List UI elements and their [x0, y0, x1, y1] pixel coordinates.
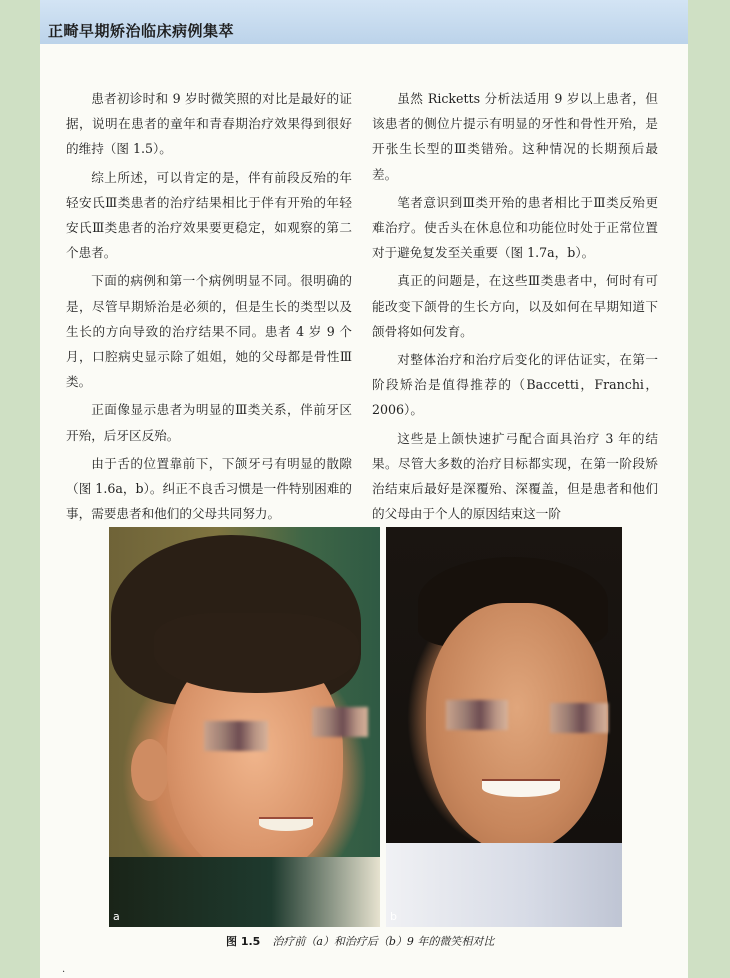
- ear-shape: [131, 739, 169, 801]
- paragraph: 笔者意识到Ⅲ类开殆的患者相比于Ⅲ类反殆更难治疗。使舌头在休息位和功能位时处于正常位置对于避免复发至关重要（图 1.7a，b）。: [372, 194, 658, 261]
- paragraph: 真正的问题是，在这些Ⅲ类患者中，何时有可能改变下颌骨的生长方向，以及如何在早期知道下颌骨将如何发育。: [372, 273, 658, 339]
- photo-before-treatment: [109, 527, 380, 927]
- paragraph: 这些是上颌快速扩弓配合面具治疗 3 年的结果。尽管大多数的治疗目标都实现，在第一阶段矫治结束后最好是深覆殆、深覆盖，但是患者和他们的父母由于个人的原因结束这一阶: [372, 430, 658, 522]
- fringe-shape: [154, 613, 359, 693]
- figure-photos: [109, 527, 622, 927]
- figure-caption-text: 治疗前（a）和治疗后（b）9 年的微笑相对比: [272, 935, 495, 948]
- right-text-column: [372, 86, 658, 529]
- paragraph: 正面像显示患者为明显的Ⅲ类关系，伴前牙区开殆，后牙区反殆。: [66, 402, 352, 443]
- eye-privacy-blur: [312, 707, 368, 737]
- left-text-column: [66, 86, 352, 529]
- page-mark: .: [62, 964, 66, 975]
- figure-caption: [226, 933, 494, 949]
- running-header: [40, 0, 688, 44]
- book-page: [40, 0, 688, 978]
- photo-label-b: b: [390, 910, 397, 923]
- smile-shape: [482, 779, 560, 797]
- paragraph: 下面的病例和第一个病例明显不同。很明确的是，尽管早期矫治是必须的，但是生长的类型以及生长的方向导致的治疗结果不同。患者 4 岁 9 个月，口腔病史显示除了姐姐，她的父母都是骨性Ⅲ类。: [66, 273, 352, 390]
- paragraph: 患者初诊时和 9 岁时微笑照的对比是最好的证据，说明在患者的童年和青春期治疗效果得到很好的维持（图 1.5）。: [66, 91, 352, 157]
- clothing-shape: [386, 843, 622, 927]
- paragraph: 虽然 Ricketts 分析法适用 9 岁以上患者，但该患者的侧位片提示有明显的牙性和骨性开殆，是开张生长型的Ⅲ类错殆。这种情况的长期预后最差。: [372, 91, 658, 182]
- photo-label-a: a: [113, 910, 120, 923]
- book-title: 正畸早期矫治临床病例集萃: [48, 22, 235, 40]
- clothing-shape: [109, 857, 380, 927]
- eye-privacy-blur: [446, 700, 508, 730]
- paragraph: 综上所述，可以肯定的是，伴有前段反殆的年轻安氏Ⅲ类患者的治疗结果相比于伴有开殆的年轻安氏Ⅲ类患者的治疗效果要更稳定，如观察的第二个患者。: [66, 169, 352, 261]
- paragraph: 由于舌的位置靠前下，下颌牙弓有明显的散隙（图 1.6a，b）。纠正不良舌习惯是一件特别困难的事，需要患者和他们的父母共同努力。: [66, 455, 352, 522]
- figure-number: 图 1.5: [226, 935, 261, 948]
- paragraph: 对整体治疗和治疗后变化的评估证实，在第一阶段矫治是值得推荐的（Baccetti，Franchi，2006）。: [372, 352, 658, 418]
- photo-after-treatment: [386, 527, 622, 927]
- eye-privacy-blur: [550, 703, 608, 733]
- smile-shape: [259, 817, 313, 831]
- eye-privacy-blur: [204, 721, 268, 751]
